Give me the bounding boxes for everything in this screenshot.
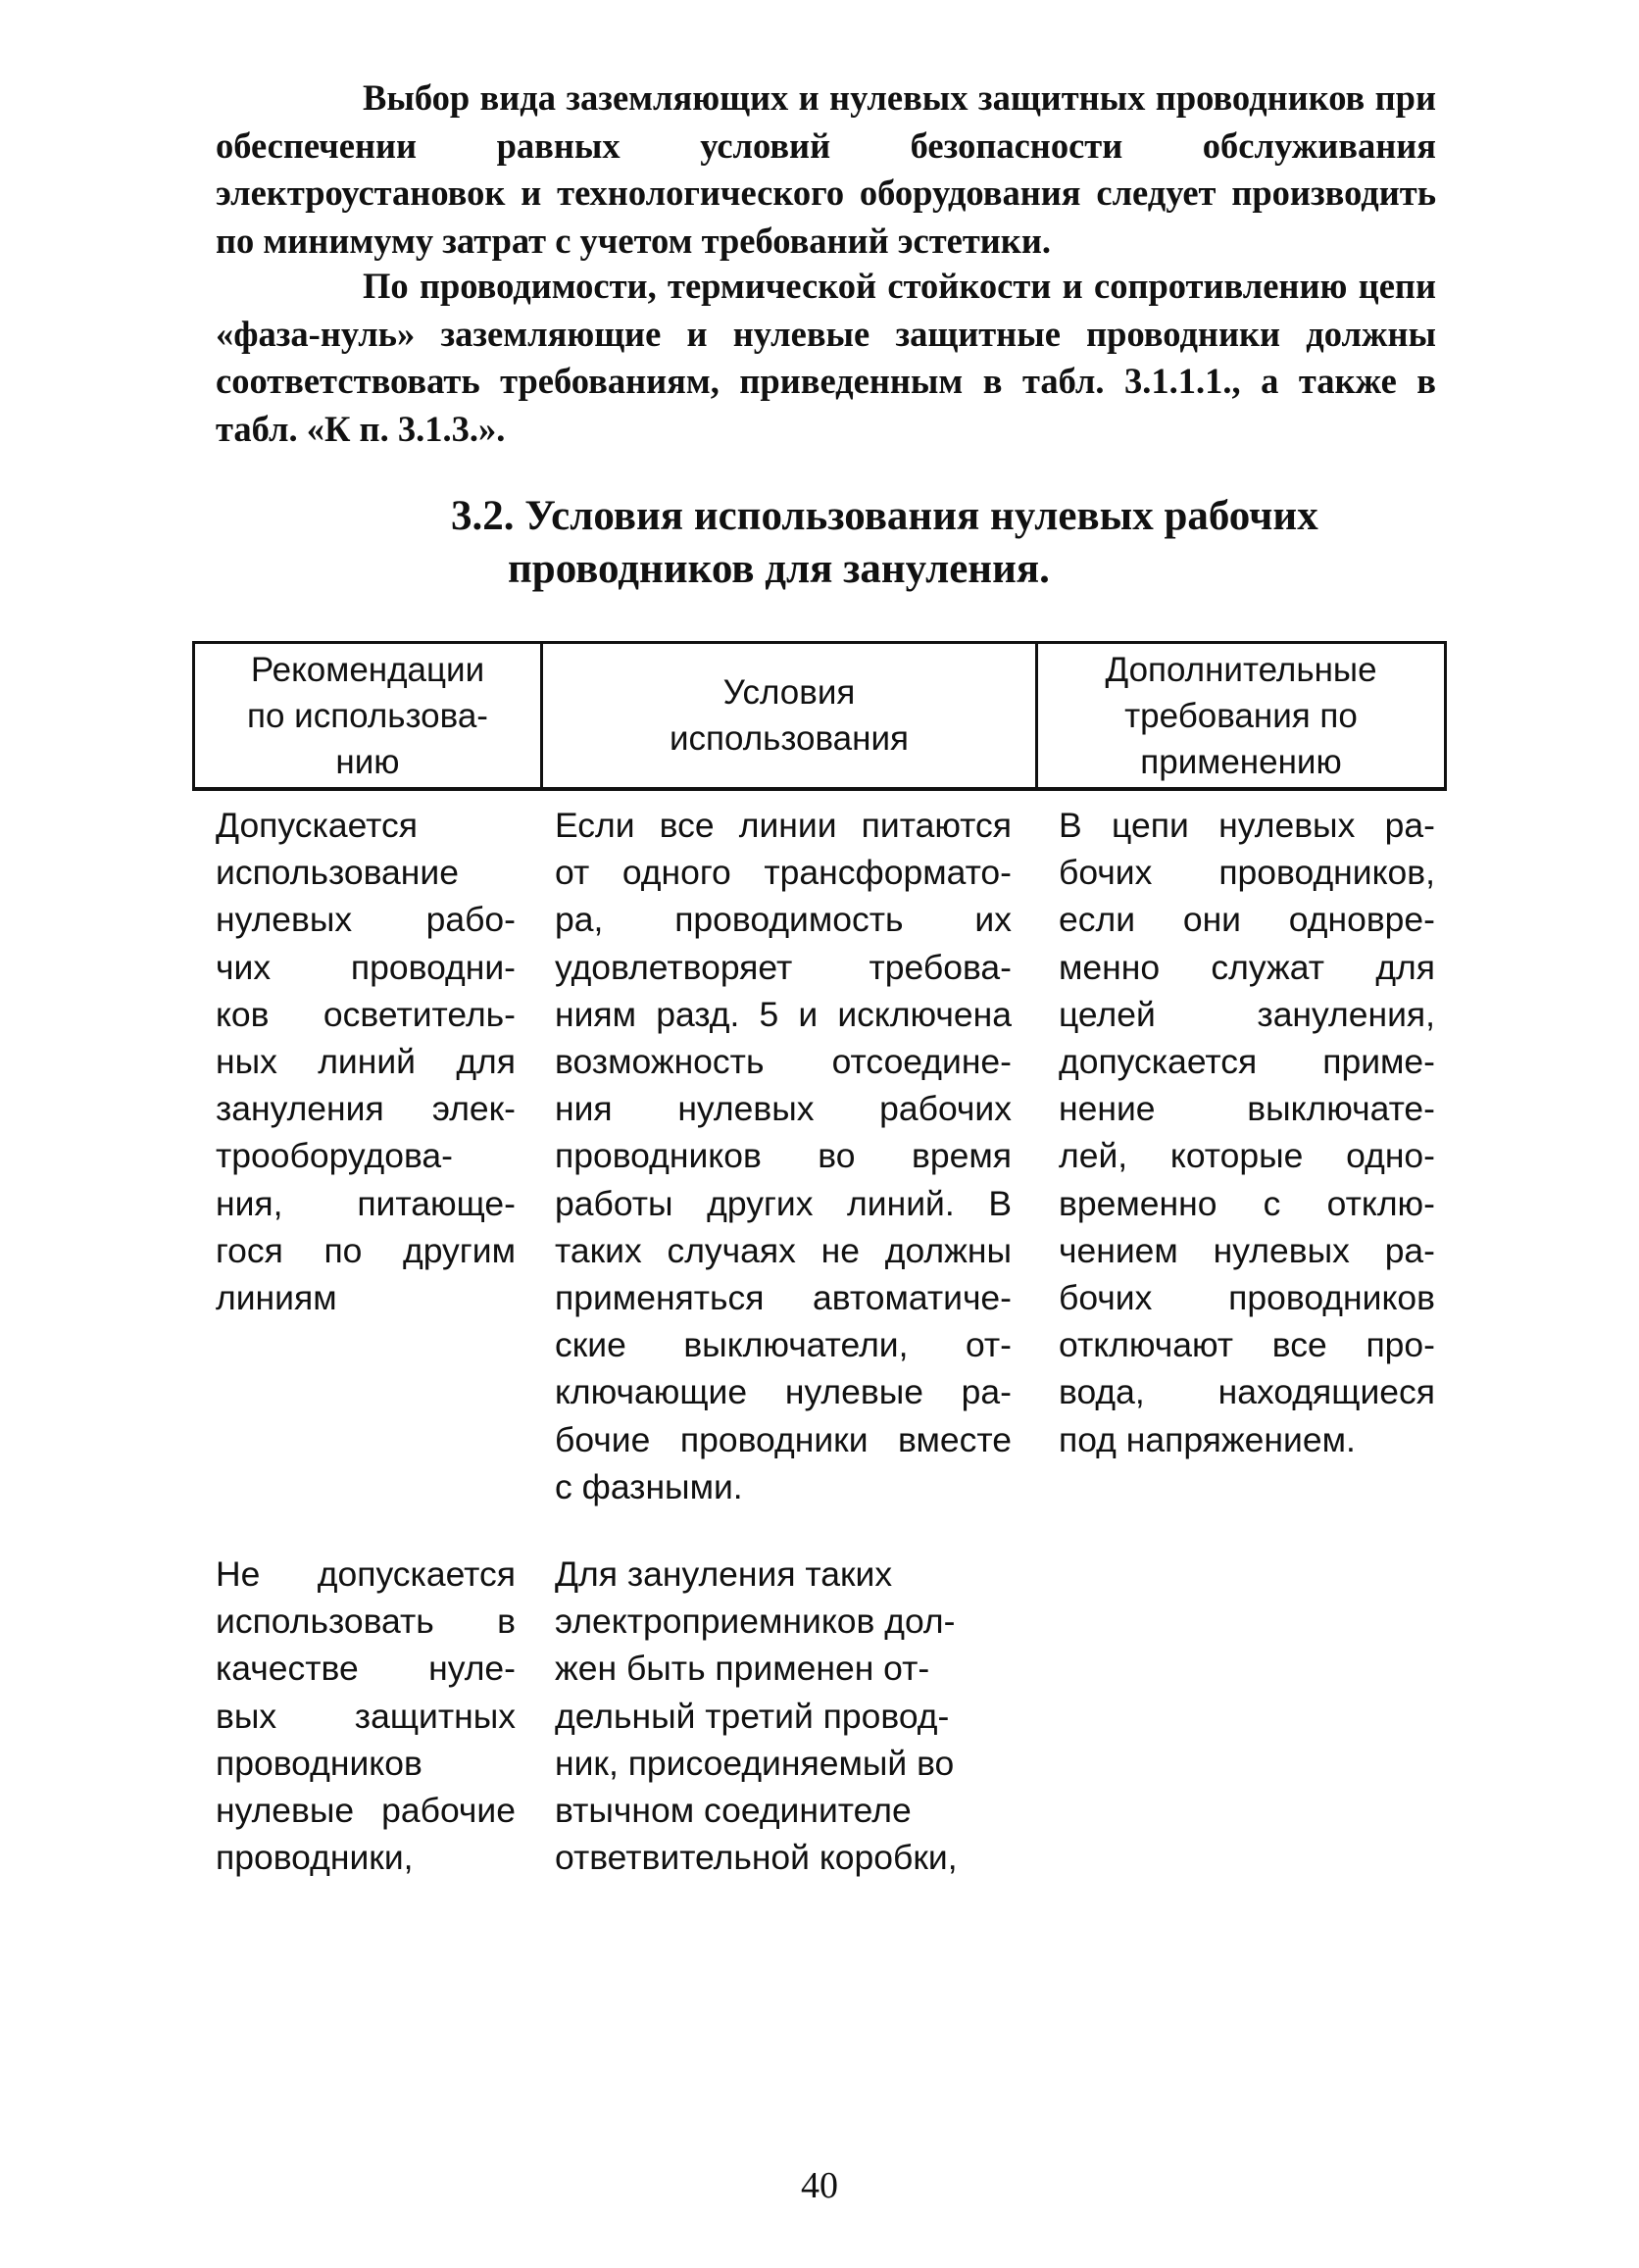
text-line: электроприемников дол-	[555, 1602, 956, 1642]
text-line: ния, питающе-	[216, 1183, 516, 1223]
text-line: по использова-	[247, 696, 488, 735]
text-line: Условия	[722, 673, 856, 712]
text-line: ных линий для	[216, 1042, 516, 1082]
text-line: ответвительной коробки,	[555, 1838, 958, 1878]
section-heading	[451, 490, 1451, 596]
header-text-conditions	[670, 669, 909, 762]
text-line: если они одновре-	[1059, 900, 1435, 940]
text-line: ниям разд. 5 и исключена	[555, 994, 1012, 1034]
text-line: жен быть применен от-	[555, 1649, 930, 1689]
text-line: Если все линии питаются	[555, 806, 1012, 845]
text-line: трооборудова-	[216, 1136, 453, 1176]
text-line: В цепи нулевых ра-	[1059, 806, 1435, 845]
text-line: целей зануления,	[1059, 994, 1435, 1034]
text-line: чением нулевых ра-	[1059, 1230, 1435, 1270]
text-line: временно с отклю-	[1059, 1183, 1435, 1223]
text-line: линиям	[216, 1278, 337, 1318]
text-line: требования по	[1124, 696, 1358, 735]
text-line: гося по другим	[216, 1230, 516, 1270]
text-line: качестве нуле-	[216, 1649, 516, 1689]
text-line: Для зануления таких	[555, 1554, 893, 1594]
text-line: бочих проводников,	[1059, 853, 1435, 893]
table-cell-row2-col2	[555, 1551, 1012, 1881]
text-line: нию	[335, 742, 400, 781]
table-cell-row1-col3	[1059, 802, 1435, 1463]
text-line: под напряжением.	[1059, 1419, 1356, 1459]
table-cell-row1-col1	[216, 802, 516, 1321]
text-line: нение выключате-	[1059, 1089, 1435, 1129]
text-line: отключают все про-	[1059, 1325, 1435, 1365]
text-line: Дополнительные	[1105, 650, 1377, 689]
text-line: чих проводни-	[216, 947, 516, 987]
text-line: втычном соединителе	[555, 1791, 912, 1831]
text-line: применяться автоматиче-	[555, 1278, 1012, 1318]
page-number: 40	[801, 2165, 838, 2206]
table-header	[192, 641, 1447, 791]
text-line: использования	[670, 719, 909, 758]
text-line: нулевые рабочие	[216, 1791, 516, 1831]
text-line: ра, проводимость их	[555, 900, 1012, 940]
text-line: от одного трансформато-	[555, 853, 1012, 893]
text-line: ключающие нулевые ра-	[555, 1372, 1012, 1412]
text-line: вых защитных	[216, 1696, 516, 1736]
text-line: вода, находящиеся	[1059, 1372, 1435, 1412]
text-line: Допускается	[216, 806, 418, 845]
text-line: дельный третий провод-	[555, 1696, 950, 1736]
text-line: зануления элек-	[216, 1089, 516, 1129]
text-line: таких случаях не должны	[555, 1230, 1012, 1270]
text-line: Рекомендации	[250, 650, 485, 689]
text-line: Не допускается	[216, 1554, 516, 1594]
text-line: проводников во время	[555, 1136, 1012, 1176]
header-text-requirements	[1105, 647, 1376, 785]
text-line: проводники,	[216, 1838, 414, 1878]
text-line: нулевых рабо-	[216, 900, 516, 940]
text-line: бочие проводники вместе	[555, 1419, 1012, 1459]
text-line: бочих проводников	[1059, 1278, 1435, 1318]
section-heading-line-1: 3.2. Условия использования нулевых рабочих	[451, 493, 1318, 539]
text-line: ские выключатели, от-	[555, 1325, 1012, 1365]
text-line: использовать в	[216, 1602, 516, 1642]
text-line: ния нулевых рабочих	[555, 1089, 1012, 1129]
paragraph-1: Выбор вида заземляющих и нулевых защитных проводников при обеспечении равных условий безопасности обслуживания электроустановок и технологического оборудования следует производить по минимуму затрат с учетом требований эстетики.	[216, 77, 1436, 261]
text-line: работы других линий. В	[555, 1183, 1012, 1223]
section-heading-line-2: проводников для зануления.	[508, 546, 1050, 592]
header-cell-requirements	[1035, 644, 1444, 787]
text-line: ник, присоединяемый во	[555, 1743, 955, 1783]
text-line: менно служат для	[1059, 947, 1435, 987]
table-cell-row2-col1	[216, 1551, 516, 1881]
text-line: возможность отсоедине-	[555, 1042, 1012, 1082]
text-line: с фазными.	[555, 1466, 743, 1506]
table-cell-row1-col2	[555, 802, 1012, 1510]
text-line: проводников	[216, 1743, 422, 1783]
text-line: удовлетворяет требова-	[555, 947, 1012, 987]
text-line: допускается приме-	[1059, 1042, 1435, 1082]
text-line: лей, которые одно-	[1059, 1136, 1435, 1176]
header-cell-conditions	[540, 644, 1035, 787]
text-line: применению	[1140, 742, 1342, 781]
text-line: использование	[216, 853, 459, 893]
header-text-recommendations	[247, 647, 488, 785]
header-cell-recommendations	[195, 644, 540, 787]
text-line: ков осветитель-	[216, 994, 516, 1034]
paragraph-2: По проводимости, термической стойкости и сопротивлению цепи «фаза-нуль» заземляющие и нулевые защитные проводники должны соответствовать требованиям, приведенным в табл. 3.1.1.1., а также в табл. «К п. 3.1.3.».	[216, 266, 1436, 449]
